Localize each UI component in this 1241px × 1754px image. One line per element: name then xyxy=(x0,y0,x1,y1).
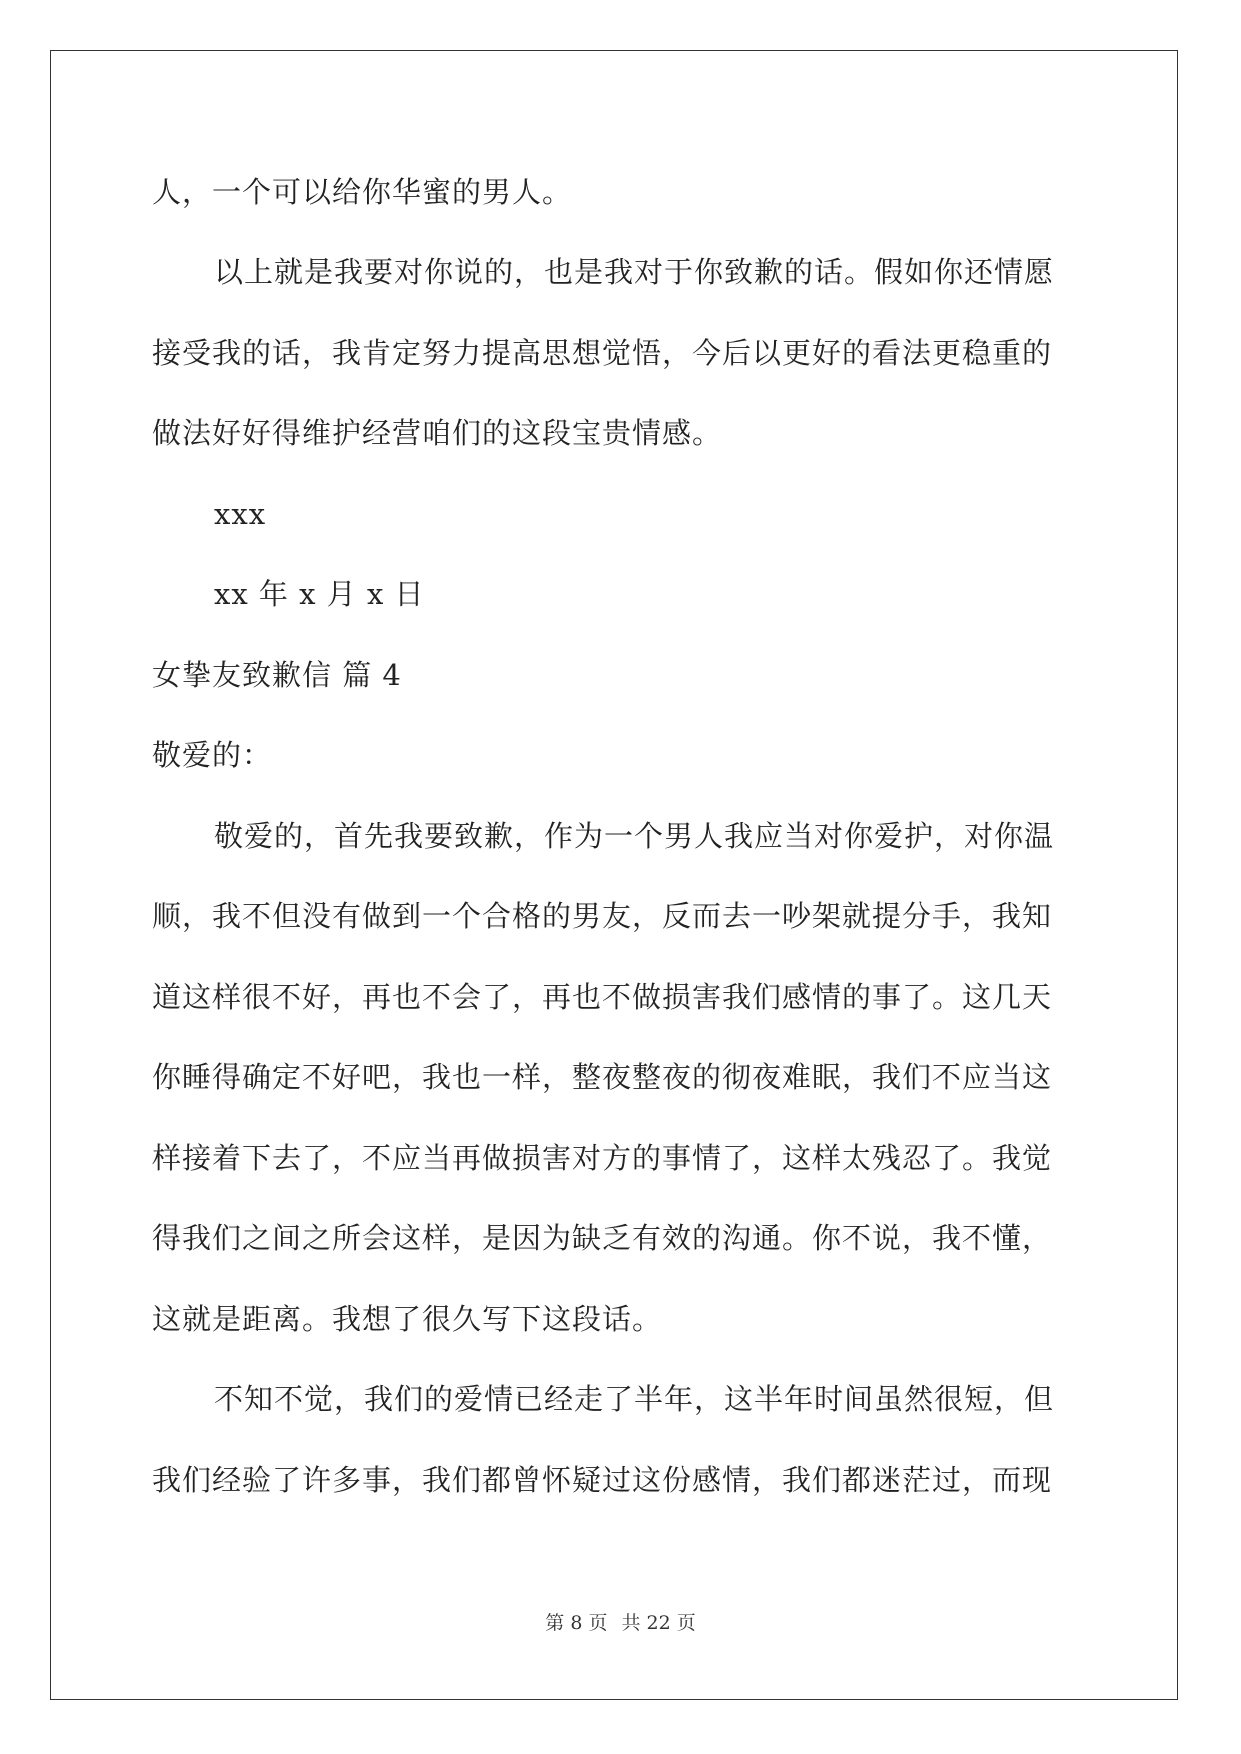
date-line: xx 年 x 月 x 日 xyxy=(214,577,425,611)
text-line: 以上就是我要对你说的，也是我对于你致歉的话。假如你还情愿 xyxy=(214,255,1055,289)
salutation: 敬爱的： xyxy=(152,738,273,772)
text-line: 人，一个可以给你华蜜的男人。 xyxy=(152,175,573,209)
text-line: 你睡得确定不好吧，我也一样，整夜整夜的彻夜难眠，我们不应当这 xyxy=(152,1060,1053,1094)
page-number: 第 8 页 xyxy=(545,1612,608,1634)
text-line: 样接着下去了，不应当再做损害对方的事情了，这样太残忍了。我觉 xyxy=(152,1141,1053,1175)
text-line: 敬爱的，首先我要致歉，作为一个男人我应当对你爱护，对你温 xyxy=(214,819,1055,853)
text-line: 不知不觉，我们的爱情已经走了半年，这半年时间虽然很短，但 xyxy=(214,1382,1055,1416)
text-line: 道这样很不好，再也不会了，再也不做损害我们感情的事了。这几天 xyxy=(152,980,1053,1014)
text-line: 得我们之间之所会这样，是因为缺乏有效的沟通。你不说，我不懂， xyxy=(152,1221,1053,1255)
text-line: 这就是距离。我想了很久写下这段话。 xyxy=(152,1302,663,1336)
text-line: 接受我的话，我肯定努力提高思想觉悟，今后以更好的看法更稳重的 xyxy=(152,336,1053,370)
text-line: 我们经验了许多事，我们都曾怀疑过这份感情，我们都迷茫过，而现 xyxy=(152,1463,1053,1497)
text-line: 顺，我不但没有做到一个合格的男友，反而去一吵架就提分手，我知 xyxy=(152,899,1053,933)
page-total: 共 22 页 xyxy=(621,1612,696,1634)
signature: xxx xyxy=(214,497,267,531)
page-footer xyxy=(0,1608,1241,1635)
text-line: 做法好好得维护经营咱们的这段宝贵情感。 xyxy=(152,416,723,450)
section-heading: 女挚友致歉信 篇 4 xyxy=(152,658,402,692)
